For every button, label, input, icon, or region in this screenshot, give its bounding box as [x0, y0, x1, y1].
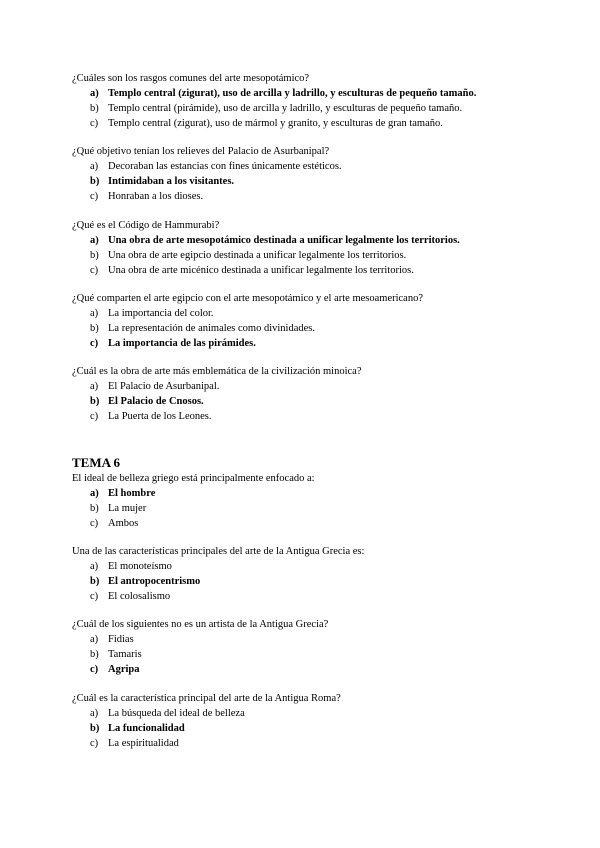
option-text: La importancia de las pirámides. [108, 338, 256, 349]
question-text: ¿Qué comparten el arte egipcio con el arte mesopotámico y el arte mesoamericano? [72, 293, 424, 304]
answer-option [72, 263, 542, 278]
option-text: Una obra de arte micénico destinada a unificar legalmente los territorios. [108, 265, 414, 276]
option-text: El antropocentrismo [108, 576, 201, 587]
option-label: c) [90, 191, 99, 202]
answer-option [72, 647, 542, 662]
answer-option [72, 116, 542, 131]
option-label: c) [90, 411, 99, 422]
question-text: ¿Cuál de los siguientes no es un artista de la Antigua Grecia? [72, 619, 329, 630]
answer-option [72, 662, 542, 677]
answer-option [72, 409, 542, 424]
option-text: Agripa [108, 664, 140, 675]
option-label: a) [90, 88, 99, 99]
answer-option [72, 559, 542, 574]
option-text: Templo central (zigurat), uso de mármol y granito, y esculturas de gran tamaño. [108, 118, 443, 129]
option-text: El colosalismo [108, 591, 171, 602]
option-text: La funcionalidad [108, 723, 185, 734]
answer-option [72, 736, 542, 751]
option-text: Honraban a los dioses. [108, 191, 204, 202]
question-block [72, 364, 542, 424]
question-text: El ideal de belleza griego está principalmente enfocado a: [72, 473, 315, 484]
option-label: b) [90, 176, 100, 187]
option-text: Templo central (pirámide), uso de arcilla y ladrillo, y esculturas de pequeño tamaño. [108, 103, 463, 114]
section-heading: TEMA 6 [72, 455, 121, 470]
question-text: ¿Cuáles son los rasgos comunes del arte mesopotámico? [72, 73, 310, 84]
answer-option [72, 394, 542, 409]
option-label: a) [90, 561, 99, 572]
option-label: b) [90, 323, 99, 334]
answer-option [72, 306, 542, 321]
option-label: b) [90, 649, 99, 660]
option-label: b) [90, 503, 99, 514]
answer-option [72, 516, 542, 531]
option-text: El hombre [108, 488, 156, 499]
question-text: ¿Qué objetivo tenían los relieves del Palacio de Asurbanipal? [72, 146, 330, 157]
question-block [72, 218, 542, 278]
answer-option [72, 501, 542, 516]
option-text: El Palacio de Cnosos. [108, 396, 204, 407]
answer-option [72, 101, 542, 116]
option-text: La importancia del color. [108, 308, 214, 319]
option-label: b) [90, 723, 100, 734]
answer-option [72, 336, 542, 351]
option-text: La espiritualidad [108, 738, 179, 749]
option-label: a) [90, 708, 99, 719]
question-block [72, 291, 542, 351]
question-block [72, 71, 542, 131]
option-label: a) [90, 634, 99, 645]
question-text: ¿Cuál es la obra de arte más emblemática de la civilización minoica? [72, 366, 362, 377]
option-label: a) [90, 381, 99, 392]
answer-option [72, 248, 542, 263]
option-label: c) [90, 338, 99, 349]
answer-option [72, 721, 542, 736]
option-text: Templo central (zigurat), uso de arcilla y ladrillo, y esculturas de pequeño tamaño. [108, 88, 477, 99]
option-label: c) [90, 518, 99, 529]
option-label: b) [90, 250, 99, 261]
option-label: c) [90, 265, 99, 276]
option-label: b) [90, 103, 99, 114]
option-text: La mujer [108, 503, 147, 514]
question-block [72, 691, 542, 751]
answer-option [72, 86, 542, 101]
option-label: b) [90, 396, 100, 407]
question-text: ¿Qué es el Código de Hammurabi? [72, 220, 220, 231]
option-text: Decoraban las estancias con fines únicamente estéticos. [108, 161, 342, 172]
option-text: Tamaris [108, 649, 142, 660]
question-block [72, 144, 542, 204]
option-text: Fidias [108, 634, 134, 645]
option-label: c) [90, 591, 99, 602]
question-block [72, 471, 542, 531]
option-label: c) [90, 118, 99, 129]
answer-option [72, 189, 542, 204]
answer-option [72, 486, 542, 501]
question-text: ¿Cuál es la característica principal del arte de la Antigua Roma? [72, 693, 341, 704]
answer-option [72, 174, 542, 189]
option-text: La representación de animales como divinidades. [108, 323, 316, 334]
question-block [72, 617, 542, 677]
answer-option [72, 632, 542, 647]
answer-option [72, 706, 542, 721]
answer-option [72, 159, 542, 174]
option-label: a) [90, 308, 99, 319]
option-label: c) [90, 738, 99, 749]
option-text: Ambos [108, 518, 139, 529]
option-label: b) [90, 576, 100, 587]
option-text: La Puerta de los Leones. [108, 411, 212, 422]
option-text: La búsqueda del ideal de belleza [108, 708, 245, 719]
option-text: Una obra de arte mesopotámico destinada a unificar legalmente los territorios. [108, 235, 460, 246]
answer-option [72, 233, 542, 248]
option-text: Intimidaban a los visitantes. [108, 176, 235, 187]
option-text: Una obra de arte egipcio destinada a unificar legalmente los territorios. [108, 250, 407, 261]
option-label: a) [90, 488, 99, 499]
option-text: El Palacio de Asurbanipal. [108, 381, 220, 392]
option-label: a) [90, 235, 99, 246]
option-label: a) [90, 161, 99, 172]
question-text: Una de las características principales del arte de la Antigua Grecia es: [72, 546, 365, 557]
answer-option [72, 589, 542, 604]
answer-option [72, 321, 542, 336]
option-label: c) [90, 664, 99, 675]
answer-option [72, 379, 542, 394]
question-block [72, 544, 542, 604]
option-text: El monoteísmo [108, 561, 172, 572]
answer-option [72, 574, 542, 589]
